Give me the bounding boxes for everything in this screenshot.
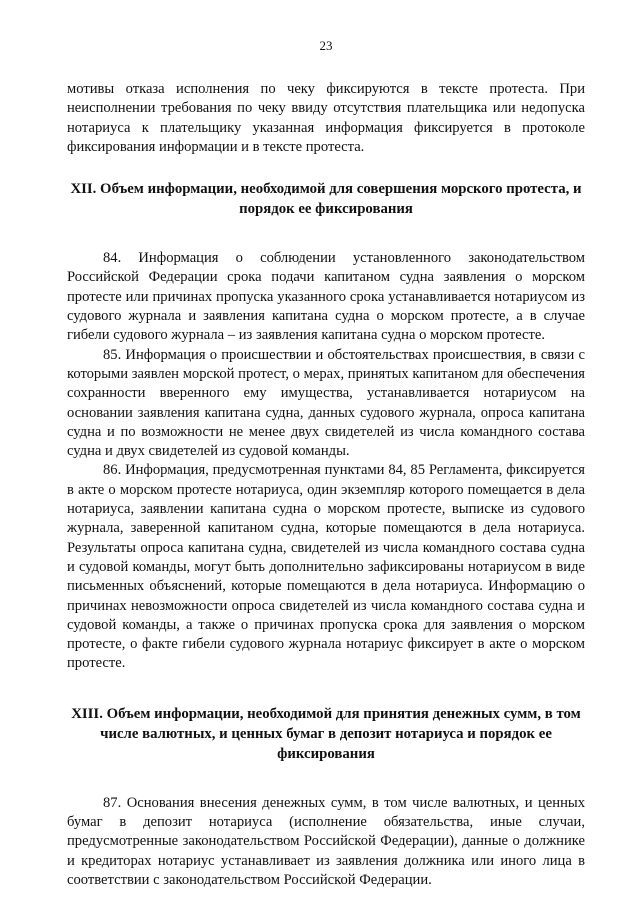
paragraph-84: 84. Информация о соблюдении установленного законодательством Российской Федерации срока подачи капитаном судна заявления о морском протесте или причинах пропуска указанного срока устанавливается нотариусом из судового журнала и заявления капитана судна о морском протесте, а в случае гибели судового журнала – из заявления капитана судна о морском протесте. bbox=[67, 250, 585, 344]
paragraph-87: 87. Основания внесения денежных сумм, в том числе валютных, и ценных бумаг в депозит нотариуса (исполнение обязательства, иные случаи, предусмотренные законодательством Российской Федерации), данные о должнике и кредиторах нотариус устанавливает из заявления должника или иного лица в соответствии с законодательством Российской Федерации. bbox=[67, 794, 585, 888]
section-xiii-heading: XIII. Объем информации, необходимой для принятия денежных сумм, в том числе валютных, и ценных бумаг в депозит нотариуса и порядок ее фиксирования bbox=[71, 705, 581, 762]
intro-paragraph: мотивы отказа исполнения по чеку фиксируются в тексте протеста. При неисполнении требования по чеку ввиду отсутствия плательщика или недопуска нотариуса к плательщику указанная информация фиксируется в протоколе фиксирования информации и в тексте протеста. bbox=[67, 81, 585, 155]
page-number: 23 bbox=[319, 38, 333, 53]
section-xii-heading: XII. Объем информации, необходимой для совершения морского протеста, и порядок ее фиксирования bbox=[70, 181, 582, 218]
paragraph-85: 85. Информация о происшествии и обстоятельствах происшествия, в связи с которыми заявлен морской протест, о мерах, принятых капитаном для обеспечения сохранности вверенного ему имущества, устанавливается нотариусом на основании заявления капитана судна, данных судового журнала, опроса капитана судна и по возможности не менее двух свидетелей из числа командного состава судна и двух свидетелей из судовой команды. bbox=[67, 346, 585, 460]
paragraph-86: 86. Информация, предусмотренная пунктами 84, 85 Регламента, фиксируется в акте о морском протесте нотариуса, один экземпляр которого помещается в дела нотариуса, заявлении капитана судна о морском протесте, выписке из судового журнала, заверенной капитаном судна, которые помещаются в дела нотариуса. Результаты опроса капитана судна, свидетелей из числа командного состава судна и судовой команды, могут быть дополнительно зафиксированы нотариусом в виде письменных объяснений, которые помещаются в дела нотариуса. Информацию о причинах невозможности опроса свидетелей из числа командного состава судна и судовой команды, а также о причинах пропуска срока для заявления о морском протесте, о факте гибели судового журнала нотариус фиксирует в акте о морском протесте. bbox=[67, 462, 585, 672]
